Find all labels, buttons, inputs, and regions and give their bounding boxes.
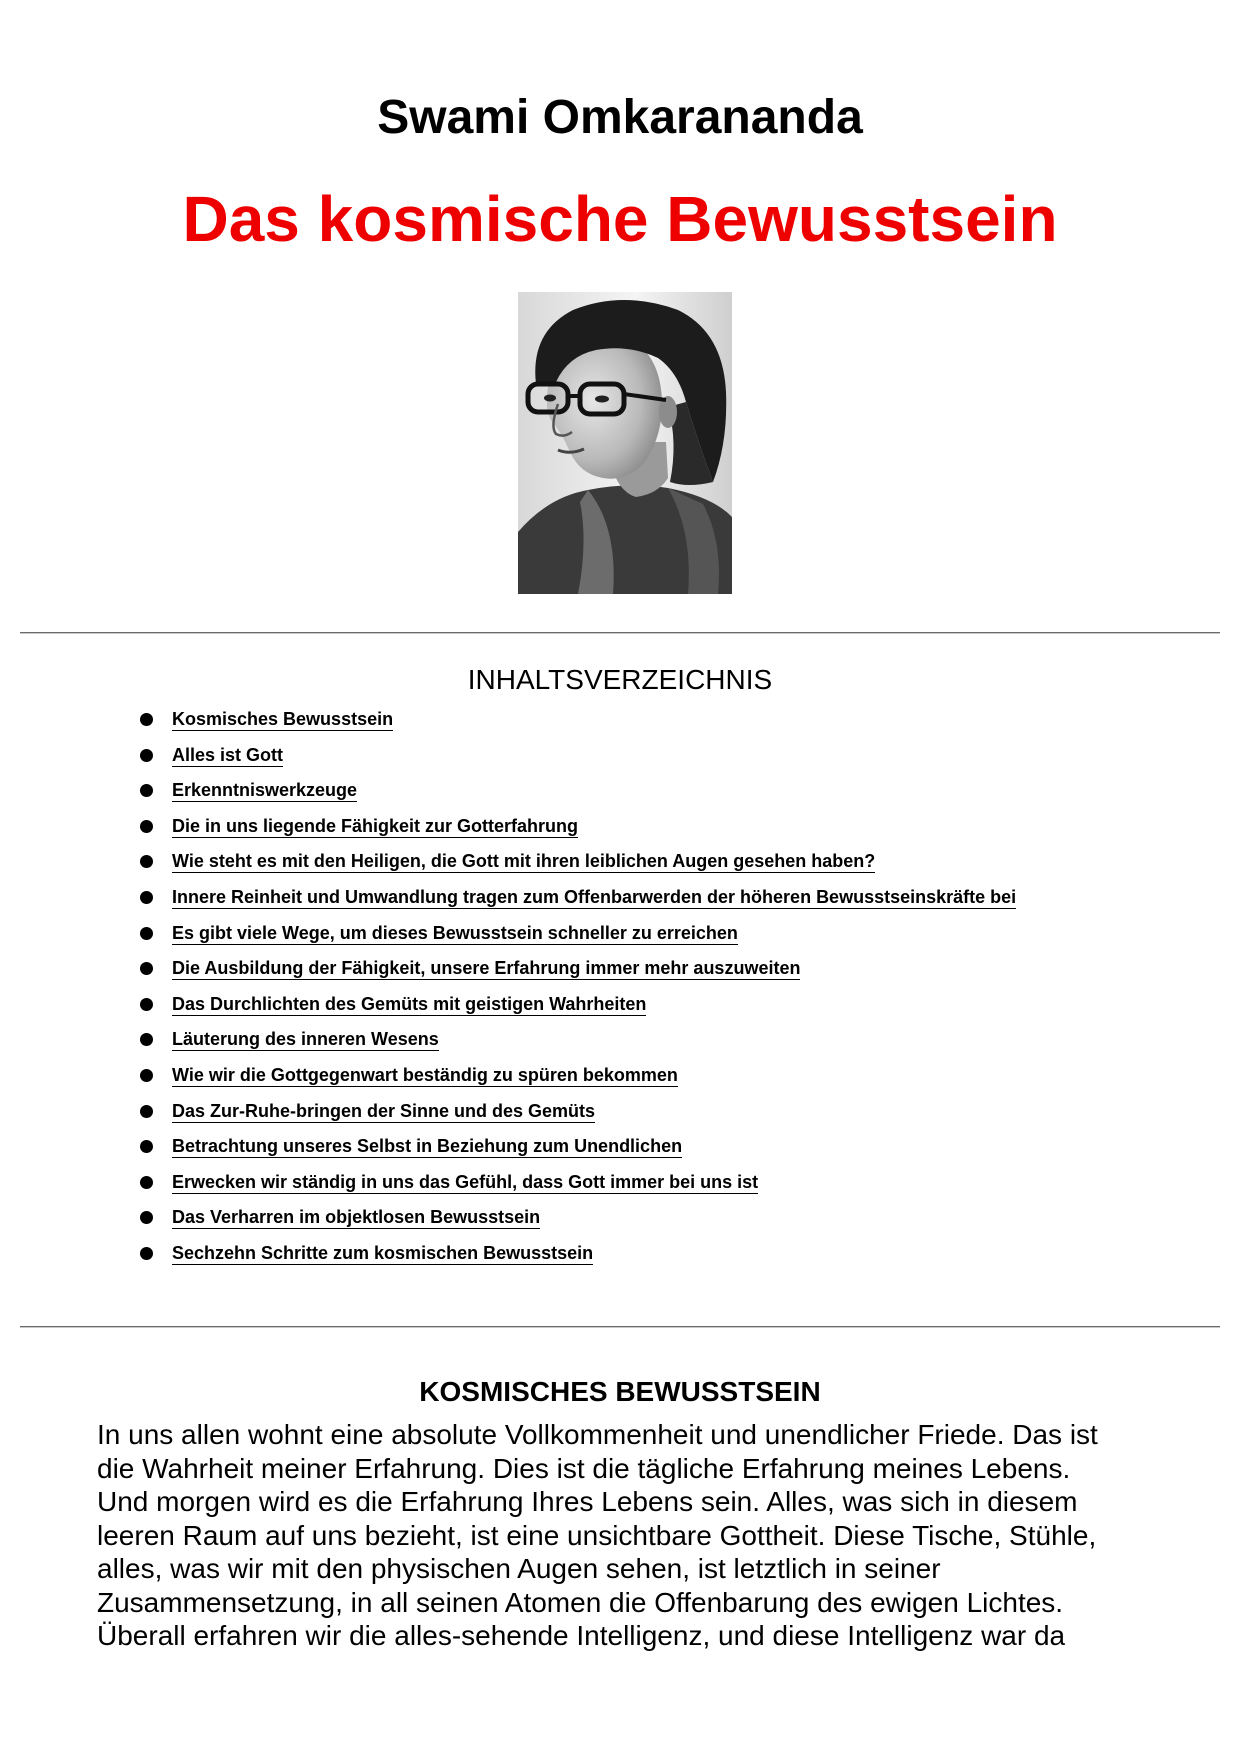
toc-item [140, 738, 1140, 774]
toc-link[interactable]: Das Verharren im objektlosen Bewusstsein [172, 1207, 541, 1228]
bullet-icon [140, 1140, 153, 1153]
bullet-icon [140, 749, 153, 762]
body-line: Und morgen wird es die Erfahrung Ihres Lebens sein. Alles, was sich in diesem [97, 1486, 1078, 1517]
bullet-icon [140, 927, 153, 940]
body-line: die Wahrheit meiner Erfahrung. Dies ist die tägliche Erfahrung meines Lebens. [97, 1452, 1071, 1484]
toc-item [140, 844, 1140, 880]
toc-item [140, 880, 1140, 916]
toc-link[interactable]: Wie steht es mit den Heiligen, die Gott mit ihren leiblichen Augen gesehen haben? [172, 851, 876, 872]
toc-item [140, 916, 1140, 952]
toc-item [140, 987, 1140, 1023]
toc-item [140, 1129, 1140, 1165]
section-heading: KOSMISCHES BEWUSSTSEIN [419, 1376, 821, 1407]
book-title: Das kosmische Bewusstsein [182, 183, 1058, 255]
toc-link[interactable]: Die Ausbildung der Fähigkeit, unsere Erfahrung immer mehr auszuweiten [172, 958, 801, 979]
bullet-icon [140, 998, 153, 1011]
bullet-icon [140, 1176, 153, 1189]
toc-link[interactable]: Das Durchlichten des Gemüts mit geistigen Wahrheiten [172, 993, 647, 1014]
toc-item [140, 1165, 1140, 1201]
toc-item [140, 809, 1140, 845]
body-line: Überall erfahren wir die alles-sehende Intelligenz, und diese Intelligenz war da [97, 1620, 1066, 1651]
bullet-icon [140, 1247, 153, 1260]
toc-item [140, 1236, 1140, 1272]
toc-link[interactable]: Kosmisches Bewusstsein [172, 709, 394, 729]
divider-top [20, 632, 1220, 634]
toc-link[interactable]: Erwecken wir ständig in uns das Gefühl, dass Gott immer bei uns ist [172, 1171, 759, 1192]
toc-link[interactable]: Es gibt viele Wege, um dieses Bewusstsein schneller zu erreichen [172, 922, 738, 943]
toc-item [140, 1058, 1140, 1094]
toc-item [140, 702, 1140, 738]
bullet-icon [140, 962, 153, 975]
table-of-contents [140, 702, 1140, 1272]
toc-item [140, 951, 1140, 987]
toc-link[interactable]: Wie wir die Gottgegenwart beständig zu spüren bekommen [172, 1064, 678, 1085]
author-name: Swami Omkarananda [377, 91, 863, 144]
toc-link[interactable]: Betrachtung unseres Selbst in Beziehung zum Unendlichen [172, 1136, 683, 1157]
toc-link[interactable]: Die in uns liegende Fähigkeit zur Gotterfahrung [172, 815, 579, 836]
toc-link[interactable]: Läuterung des inneren Wesens [172, 1029, 439, 1050]
toc-link[interactable]: Innere Reinheit und Umwandlung tragen zum Offenbarwerden der höheren Bewusstseinskräfte bei [172, 886, 1017, 907]
toc-item [140, 1094, 1140, 1130]
toc-item [140, 1022, 1140, 1058]
bullet-icon [140, 784, 153, 797]
toc-item [140, 773, 1140, 809]
toc-link[interactable]: Sechzehn Schritte zum kosmischen Bewusstsein [172, 1242, 594, 1263]
bullet-icon [140, 1105, 153, 1118]
bullet-icon [140, 1211, 153, 1224]
bullet-icon [140, 820, 153, 833]
body-line: In uns allen wohnt eine absolute Vollkommenheit und unendlicher Friede. Das ist [97, 1419, 1098, 1450]
body-line: Zusammensetzung, in all seinen Atomen die Offenbarung des ewigen Lichtes. [97, 1586, 1064, 1618]
section-body [97, 1418, 1157, 1653]
portrait-photo [518, 292, 732, 594]
body-line: alles, was wir mit den physischen Augen sehen, ist letztlich in seiner [97, 1553, 941, 1584]
bullet-icon [140, 1033, 153, 1046]
bullet-icon [140, 891, 153, 904]
bullet-icon [140, 1069, 153, 1082]
toc-link[interactable]: Das Zur-Ruhe-bringen der Sinne und des Gemüts [172, 1100, 596, 1121]
divider-bottom [20, 1326, 1220, 1328]
bullet-icon [140, 713, 153, 726]
body-line: leeren Raum auf uns bezieht, ist eine unsichtbare Gottheit. Diese Tische, Stühle, [97, 1519, 1097, 1551]
toc-item [140, 1200, 1140, 1236]
toc-heading: INHALTSVERZEICHNIS [467, 664, 773, 695]
toc-link[interactable]: Erkenntniswerkzeuge [172, 780, 358, 801]
bullet-icon [140, 855, 153, 868]
toc-link[interactable]: Alles ist Gott [172, 744, 284, 765]
